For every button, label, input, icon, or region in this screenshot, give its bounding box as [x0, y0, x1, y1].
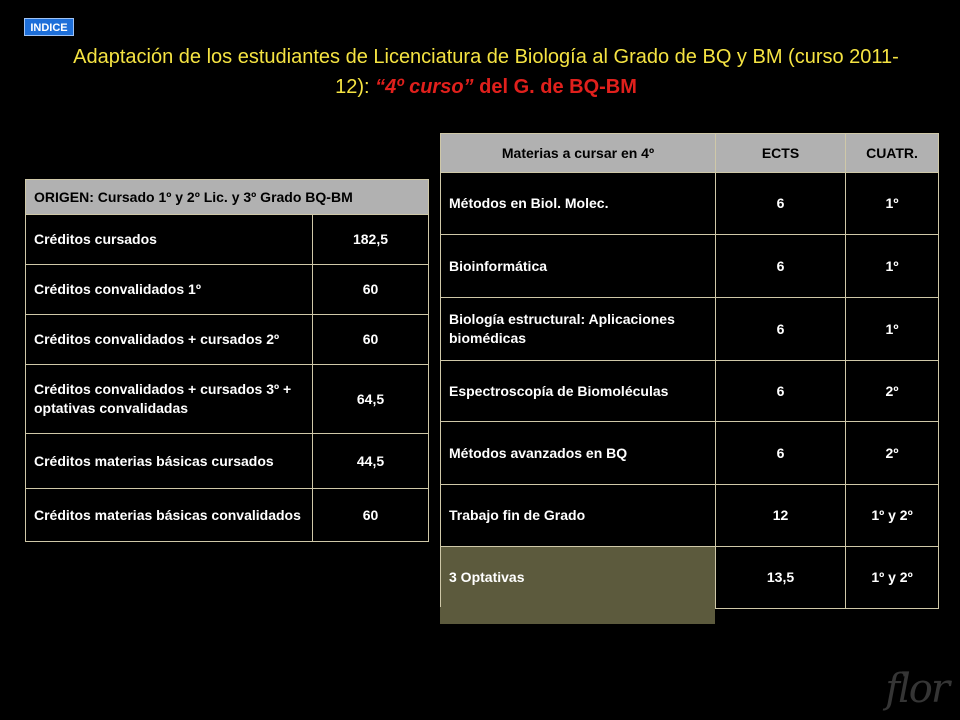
table-row	[26, 265, 429, 315]
table-row	[26, 315, 429, 365]
table-row	[26, 215, 429, 265]
subject-ects: 6	[716, 422, 846, 485]
origin-credits-table	[25, 179, 429, 542]
origin-row-label: Créditos convalidados 1º	[26, 265, 313, 315]
origin-header: ORIGEN: Cursado 1º y 2º Lic. y 3º Grado BQ-BM	[26, 180, 429, 215]
origin-row-value: 182,5	[313, 215, 429, 265]
indice-button[interactable]: INDICE	[24, 18, 74, 36]
subject-cuatr: 2º	[846, 422, 939, 485]
subjects-header-name: Materias a cursar en 4º	[441, 134, 716, 173]
table-row	[441, 422, 939, 485]
subject-name: Biología estructural: Aplicaciones biomédicas	[441, 298, 716, 361]
optativas-band-decoration	[440, 607, 715, 624]
origin-row-value: 64,5	[313, 365, 429, 434]
table-row	[441, 485, 939, 547]
subject-cuatr: 1º	[846, 298, 939, 361]
subject-ects: 6	[716, 235, 846, 298]
origin-row-label: Créditos convalidados + cursados 2º	[26, 315, 313, 365]
title-course-highlight: “4º curso”	[375, 76, 474, 98]
table-row	[441, 547, 939, 609]
title-degree-highlight: del G. de BQ-BM	[473, 76, 637, 98]
subject-name: Métodos avanzados en BQ	[441, 422, 716, 485]
table-row	[441, 235, 939, 298]
subject-name: Trabajo fin de Grado	[441, 485, 716, 547]
subject-cuatr: 1º y 2º	[846, 547, 939, 609]
table-row	[26, 489, 429, 542]
subject-name: 3 Optativas	[441, 547, 716, 609]
subjects-header-row	[441, 134, 939, 173]
subjects-table	[440, 133, 939, 609]
origin-header-row	[26, 180, 429, 215]
table-row	[441, 298, 939, 361]
subject-name: Bioinformática	[441, 235, 716, 298]
subject-ects: 6	[716, 298, 846, 361]
table-row	[26, 365, 429, 434]
origin-row-value: 60	[313, 265, 429, 315]
subject-ects: 12	[716, 485, 846, 547]
origin-row-label: Créditos materias básicas cursados	[26, 434, 313, 489]
subject-cuatr: 1º y 2º	[846, 485, 939, 547]
origin-row-value: 60	[313, 489, 429, 542]
origin-row-label: Créditos cursados	[26, 215, 313, 265]
origin-row-value: 60	[313, 315, 429, 365]
subject-name: Espectroscopía de Biomoléculas	[441, 361, 716, 422]
subject-ects: 13,5	[716, 547, 846, 609]
subject-cuatr: 1º	[846, 235, 939, 298]
origin-row-label: Créditos convalidados + cursados 3º + optativas convalidadas	[26, 365, 313, 434]
subject-cuatr: 1º	[846, 173, 939, 235]
table-row	[26, 434, 429, 489]
origin-row-label: Créditos materias básicas convalidados	[26, 489, 313, 542]
table-row	[441, 361, 939, 422]
subjects-header-ects: ECTS	[716, 134, 846, 173]
flor-logo: flor	[885, 666, 948, 712]
subjects-header-cuatr: CUATR.	[846, 134, 939, 173]
page-title	[60, 42, 912, 102]
subject-ects: 6	[716, 361, 846, 422]
subject-name: Métodos en Biol. Molec.	[441, 173, 716, 235]
subject-cuatr: 2º	[846, 361, 939, 422]
title-main-text: Adaptación de los estudiantes de Licenciatura de Biología al Grado de BQ y BM (curso 2011-12):	[73, 46, 899, 98]
table-row	[441, 173, 939, 235]
origin-row-value: 44,5	[313, 434, 429, 489]
subject-ects: 6	[716, 173, 846, 235]
